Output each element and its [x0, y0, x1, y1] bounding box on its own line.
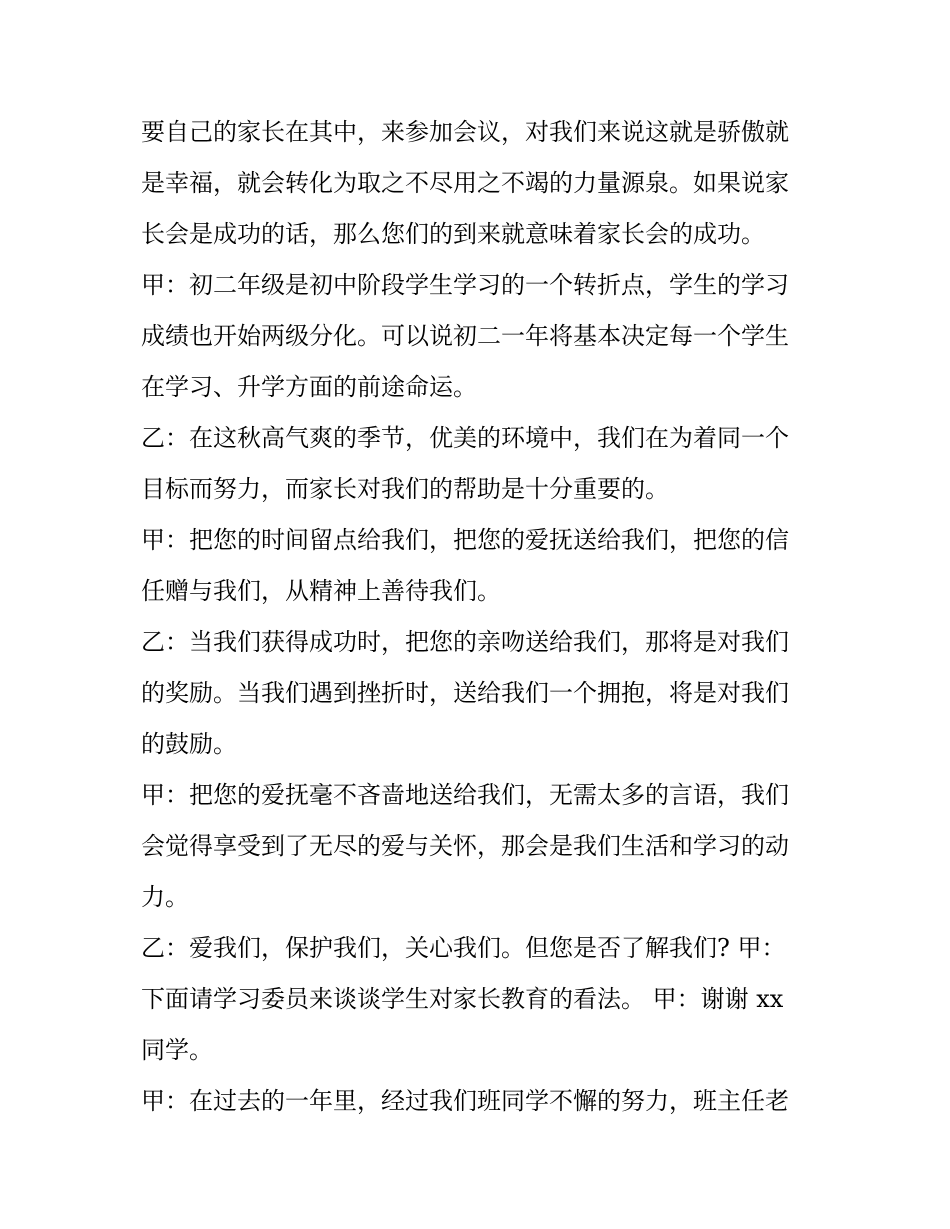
text-line: 甲：把您的爱抚毫不吝啬地送给我们，无需太多的言语，我们 [141, 781, 789, 809]
text-line: 乙：当我们获得成功时，把您的亲吻送给我们，那将是对我们 [141, 628, 789, 656]
text-line: 要自己的家长在其中，来参加会议，对我们来说这就是骄傲就 [141, 118, 789, 146]
text-line: 乙：爱我们，保护我们，关心我们。但您是否了解我们? 甲： [141, 934, 786, 962]
text-line: 会觉得享受到了无尽的爱与关怀，那会是我们生活和学习的动 [141, 832, 789, 860]
text-line: 的奖励。当我们遇到挫折时，送给我们一个拥抱，将是对我们 [141, 679, 789, 707]
text-line: 同学。 [141, 1036, 213, 1064]
text-line: 甲：在过去的一年里，经过我们班同学不懈的努力，班主任老 [141, 1087, 789, 1115]
text-line: 乙：在这秋高气爽的季节，优美的环境中，我们在为着同一个 [141, 424, 789, 452]
text-line: 目标而努力，而家长对我们的帮助是十分重要的。 [141, 475, 669, 503]
text-line: 长会是成功的话，那么您们的到来就意味着家长会的成功。 [141, 220, 765, 248]
text-line: 的鼓励。 [141, 730, 237, 758]
text-line: 力。 [141, 883, 189, 911]
text-line: 是幸福，就会转化为取之不尽用之不竭的力量源泉。如果说家 [141, 169, 789, 197]
text-line: 任赠与我们，从精神上善待我们。 [141, 577, 501, 605]
document-body [141, 107, 821, 1127]
text-line: 下面请学习委员来谈谈学生对家长教育的看法。 甲：谢谢 xx [141, 985, 784, 1013]
text-line: 在学习、升学方面的前途命运。 [141, 373, 477, 401]
text-line: 甲：把您的时间留点给我们，把您的爱抚送给我们，把您的信 [141, 526, 789, 554]
text-line: 成绩也开始两级分化。可以说初二一年将基本决定每一个学生 [141, 322, 789, 350]
text-line: 甲：初二年级是初中阶段学生学习的一个转折点，学生的学习 [141, 271, 789, 299]
